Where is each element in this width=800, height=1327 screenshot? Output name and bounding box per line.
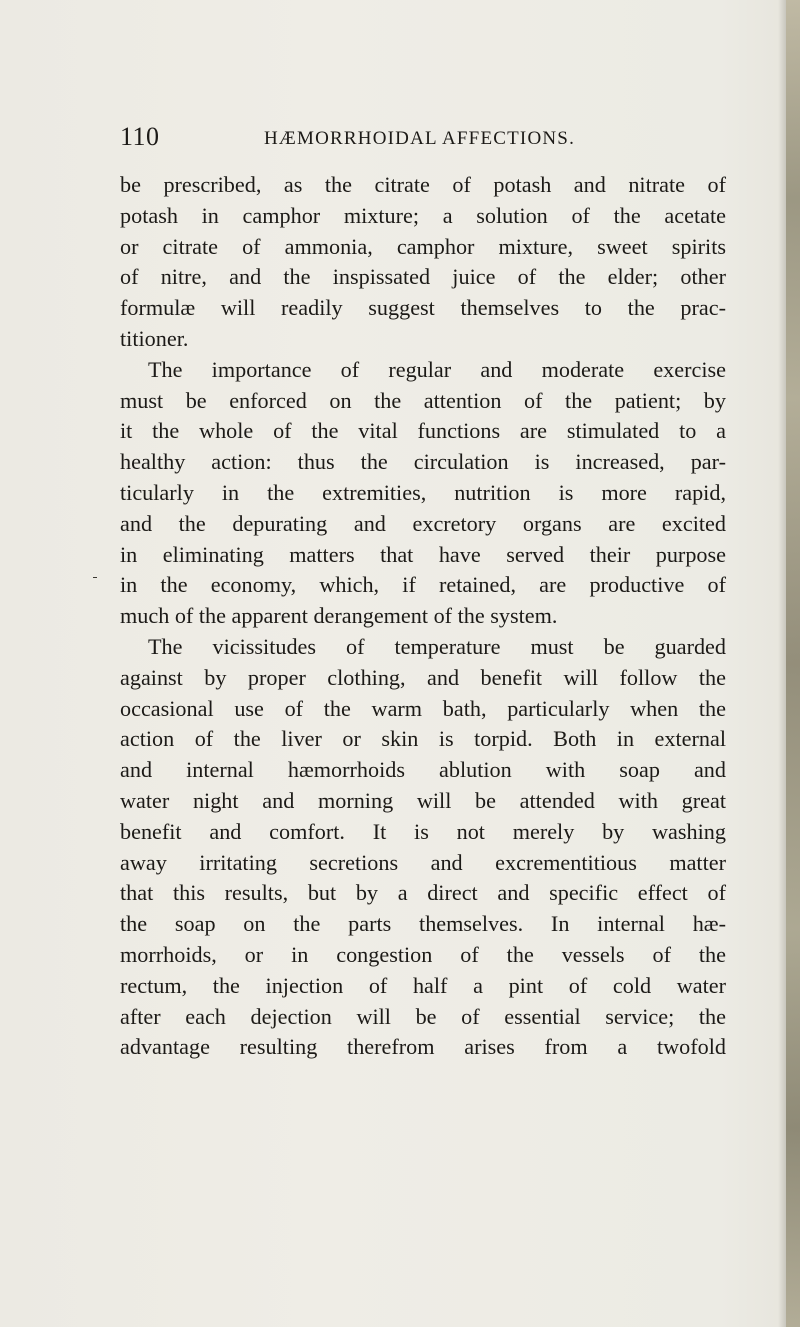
text-line: formulæ will readily suggest themselves to the prac- [120,295,726,321]
page-number: 110 [120,122,160,151]
text-line: ticularly in the extremities, nutrition is more rapid, [120,479,726,505]
text-line: must be enforced on the attention of the patient; by [120,387,726,413]
text-line: The importance of regular and moderate exercise [148,356,726,382]
text-line: after each dejection will be of essential service; the [120,1003,726,1029]
text-line: morrhoids, or in congestion of the vessels of the [120,941,726,967]
text-line: action of the liver or skin is torpid. Both in external [120,726,726,752]
text-line: much of the apparent derangement of the system. [120,603,558,629]
text-line: titioner. [120,325,189,351]
text-line: The vicissitudes of temperature must be guarded [148,633,726,659]
text-line: or citrate of ammonia, camphor mixture, sweet spirits [120,233,726,259]
text-line: in the economy, which, if retained, are productive of [120,572,726,598]
text-line: in eliminating matters that have served their purpose [120,541,726,567]
text-line: and the depurating and excretory organs are excited [120,510,726,536]
text-line: it the whole of the vital functions are stimulated to a [120,418,726,444]
page-gutter-shadow [778,0,786,1327]
text-line: of nitre, and the inspissated juice of the elder; other [120,264,726,290]
text-line: and internal hæmorrhoids ablution with soap and [120,757,726,783]
margin-mark [93,577,97,578]
text-line: advantage resulting therefrom arises from a twofold [120,1034,726,1060]
text-line: rectum, the injection of half a pint of cold water [120,972,726,998]
text-line: healthy action: thus the circulation is increased, par- [120,449,726,475]
text-line: be prescribed, as the citrate of potash and nitrate of [120,172,726,197]
text-line: the soap on the parts themselves. In internal hæ- [120,911,726,937]
text-line: that this results, but by a direct and specific effect of [120,880,726,906]
text-line: against by proper clothing, and benefit will follow the [120,664,726,690]
body-text [120,170,726,1063]
text-line: occasional use of the warm bath, particularly when the [120,695,726,721]
text-line: potash in camphor mixture; a solution of the acetate [120,202,726,228]
page-edge [786,0,800,1327]
page-header [120,122,726,152]
text-line: away irritating secretions and excrementitious matter [120,849,726,875]
text-line: benefit and comfort. It is not merely by washing [120,818,726,844]
text-line: water night and morning will be attended with great [120,787,726,813]
running-title: HÆMORRHOIDAL AFFECTIONS. [264,128,576,149]
